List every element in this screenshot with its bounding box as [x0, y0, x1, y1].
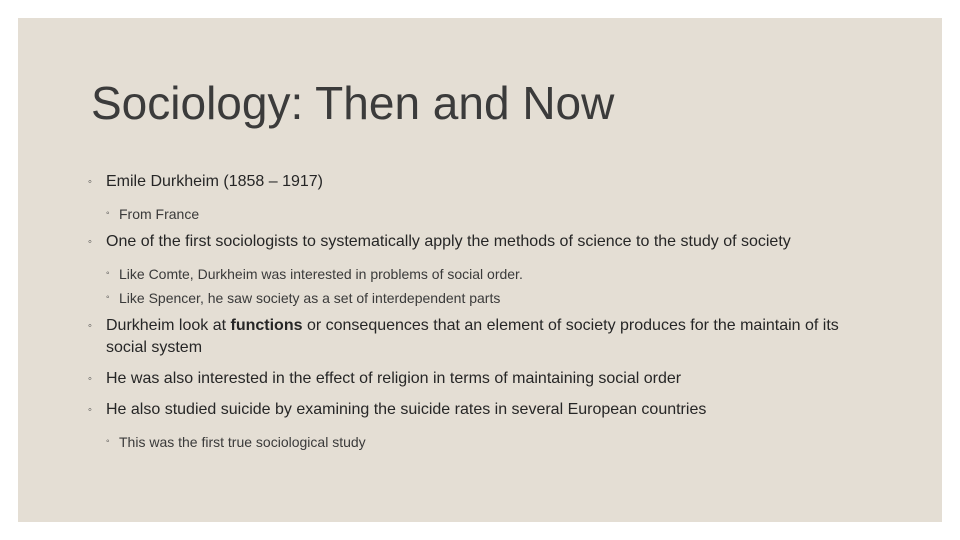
sub-bullet-item [106, 430, 848, 454]
bullet-item-durkheim [88, 171, 848, 193]
sub-bullet-item [106, 286, 848, 310]
sub-list [88, 430, 848, 454]
sub-bullet-icon: ◦ [106, 292, 110, 303]
slide [18, 18, 942, 522]
bullet-text: He was also interested in the effect of religion in terms of maintaining social order [106, 370, 682, 387]
bullet-icon: ◦ [88, 373, 92, 385]
sub-bullet-text: From France [119, 206, 200, 222]
bullet-text-after: or consequences that an element of society produces for the maintain of its social system [106, 317, 839, 356]
bullet-text-before: Durkheim look at [106, 317, 231, 334]
bullet-icon: ◦ [88, 404, 92, 416]
sub-list [88, 202, 848, 226]
bullet-text: Emile Durkheim (1858 – 1917) [106, 173, 323, 190]
bullet-text-bold: functions [230, 317, 303, 334]
bullet-list [88, 171, 848, 459]
slide-title: Sociology: Then and Now [91, 77, 615, 129]
sub-bullet-item [106, 262, 848, 286]
sub-bullet-icon: ◦ [106, 268, 110, 279]
sub-bullet-text: Like Comte, Durkheim was interested in problems of social order. [119, 266, 523, 282]
sub-bullet-icon: ◦ [106, 208, 110, 219]
bullet-item-religion [88, 368, 848, 390]
sub-bullet-text: This was the first true sociological study [119, 434, 366, 450]
bullet-icon: ◦ [88, 320, 92, 332]
bullet-text: He also studied suicide by examining the suicide rates in several European countries [106, 401, 707, 418]
sub-bullet-icon: ◦ [106, 436, 110, 447]
sub-list [88, 262, 848, 310]
bullet-item-functions [88, 315, 848, 359]
sub-bullet-item [106, 202, 848, 226]
bullet-icon: ◦ [88, 236, 92, 248]
bullet-text: One of the first sociologists to systematically apply the methods of science to the study of society [106, 233, 791, 250]
bullet-item-suicide [88, 399, 848, 421]
bullet-icon: ◦ [88, 176, 92, 188]
bullet-item-first-sociologists [88, 231, 848, 253]
sub-bullet-text: Like Spencer, he saw society as a set of interdependent parts [119, 290, 501, 306]
